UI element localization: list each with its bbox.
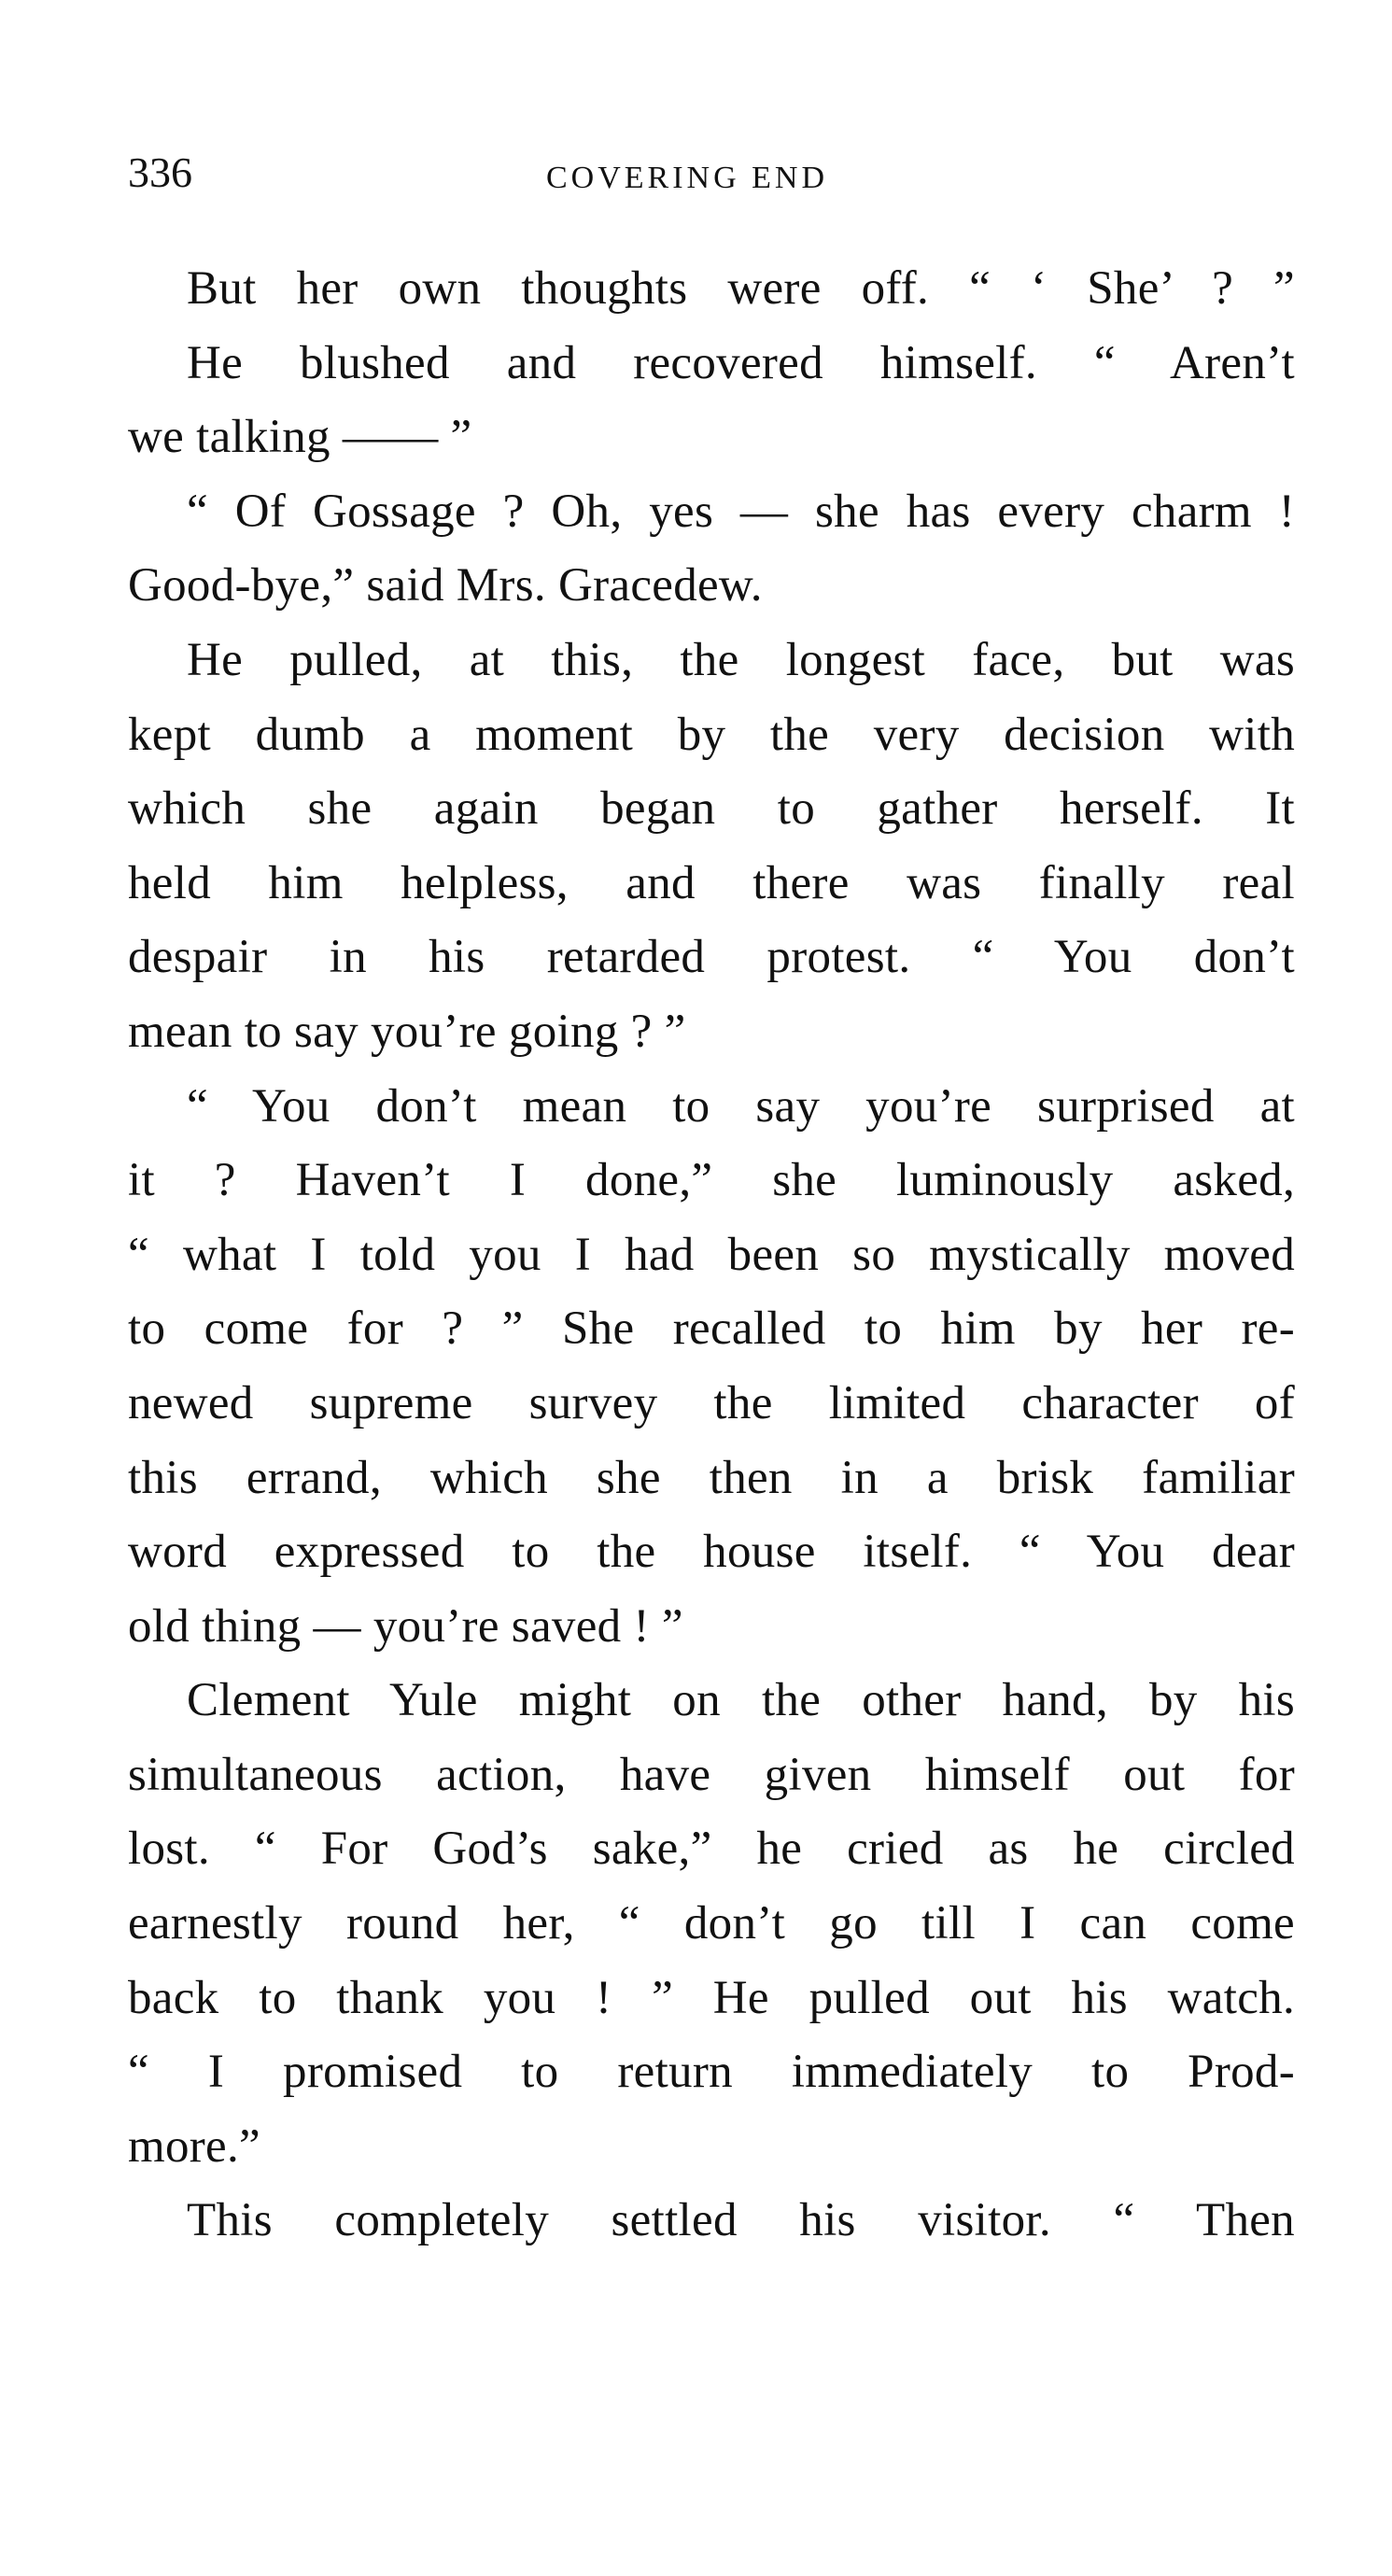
page-number: 336	[128, 148, 192, 196]
text-line: This completely settled his visitor. “ Then	[187, 2194, 1295, 2247]
text-line: it ? Haven’t I done,” she luminously asked,	[128, 1154, 1295, 1207]
text-line: despair in his retarded protest. “ You don’t	[128, 931, 1295, 984]
body-text	[128, 252, 1295, 2259]
text-line: this errand, which she then in a brisk familiar	[128, 1451, 1295, 1504]
text-line: back to thank you ! ” He pulled out his watch.	[128, 1971, 1295, 2024]
text-line: lost. “ For God’s sake,” he cried as he circled	[128, 1823, 1295, 1876]
text-line: Good-bye,” said Mrs. Gracedew.	[128, 559, 763, 612]
text-line: He blushed and recovered himself. “ Aren’t	[187, 336, 1295, 389]
page-header	[128, 140, 1295, 205]
text-line: “ I promised to return immediately to Prod-	[128, 2046, 1295, 2099]
text-line: word expressed to the house itself. “ You dear	[128, 1526, 1295, 1579]
text-line: “ You don’t mean to say you’re surprised at	[187, 1079, 1295, 1133]
text-line: mean to say you’re going ? ”	[128, 1005, 686, 1058]
text-line: held him helpless, and there was finally real	[128, 856, 1295, 909]
text-line: newed supreme survey the limited character of	[128, 1376, 1295, 1429]
text-line: more.”	[128, 2119, 260, 2173]
text-line: to come for ? ” She recalled to him by her re-	[128, 1302, 1295, 1356]
text-line: Clement Yule might on the other hand, by his	[187, 1674, 1295, 1727]
running-head: COVERING END	[546, 161, 829, 195]
text-line: kept dumb a moment by the very decision with	[128, 708, 1295, 761]
text-line: But her own thoughts were off. “ ‘ She’ ? ”	[187, 262, 1295, 315]
text-line: which she again began to gather herself. It	[128, 782, 1295, 836]
text-line: “ Of Gossage ? Oh, yes — she has every charm !	[187, 485, 1295, 538]
text-line: simultaneous action, have given himself out for	[128, 1748, 1295, 1801]
text-line: earnestly round her, “ don’t go till I can come	[128, 1897, 1295, 1950]
text-line: “ what I told you I had been so mystically moved	[128, 1228, 1295, 1281]
text-line: we talking —— ”	[128, 411, 472, 464]
text-line: old thing — you’re saved ! ”	[128, 1599, 683, 1653]
text-line: He pulled, at this, the longest face, but was	[187, 633, 1295, 686]
